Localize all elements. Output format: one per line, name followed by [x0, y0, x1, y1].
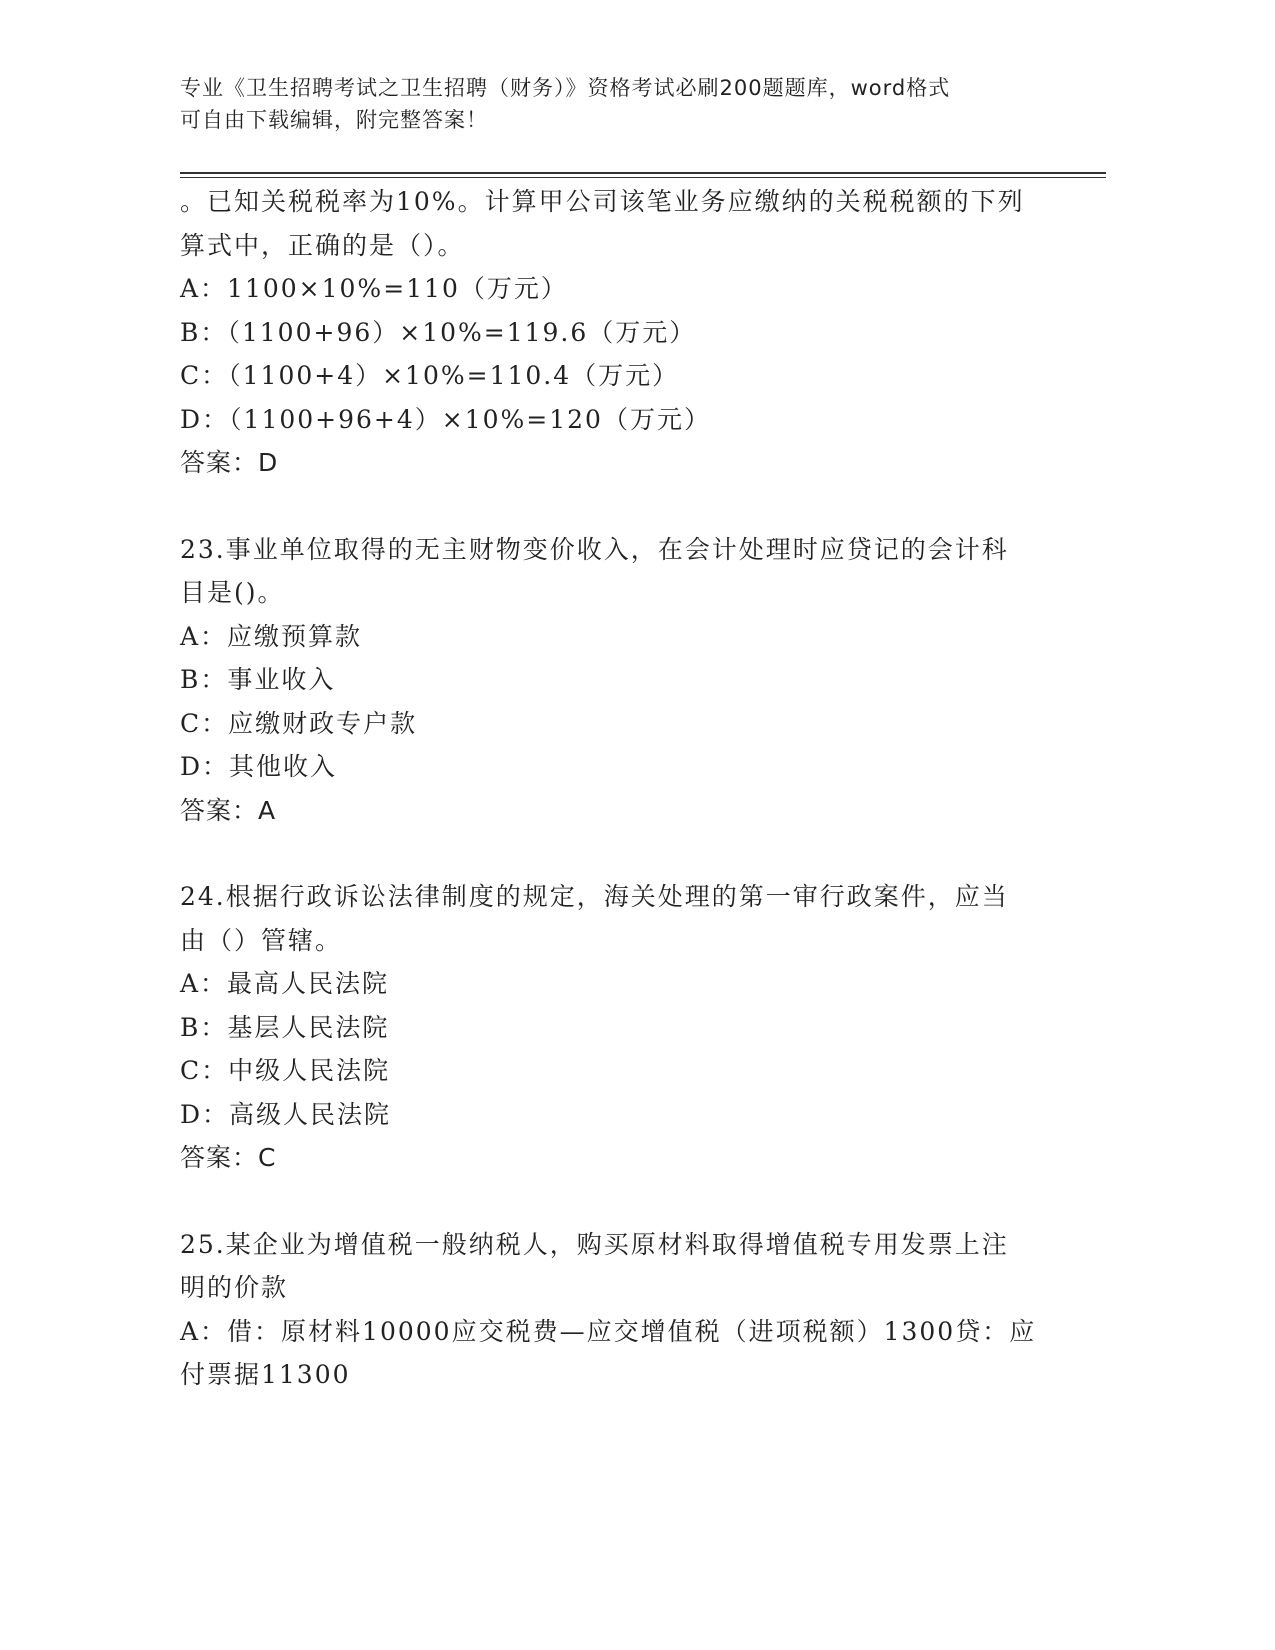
answer-line: 答案：C	[180, 1143, 277, 1172]
question-list	[180, 180, 1040, 1397]
document-header	[180, 72, 1060, 136]
option-b: B：（1100+96）×10%=119.6（万元）	[180, 317, 697, 347]
option-a: A：借：原材料10000应交税费—应交增值税（进项税额）1300贷：应	[180, 1316, 1037, 1346]
header-divider-thick	[180, 172, 1106, 174]
option-a: A：1100×10%=110（万元）	[180, 274, 568, 303]
question-text-line: 25.某企业为增值税一般纳税人，购买原材料取得增值税专用发票上注	[180, 1229, 1009, 1259]
question-text-line: 由（）管辖。	[180, 925, 343, 955]
header-title-line-1: 专业《卫生招聘考试之卫生招聘（财务）》资格考试必刷200题题库，word格式	[180, 76, 951, 100]
option-c: C：应缴财政专户款	[180, 708, 418, 738]
header-divider-thin	[180, 177, 1106, 178]
question-text-line: 。已知关税税率为10%。计算甲公司该笔业务应缴纳的关税税额的下列	[180, 187, 1025, 216]
option-a-continued: 付票据11300	[180, 1360, 351, 1389]
option-a: A：应缴预算款	[180, 621, 363, 651]
option-c: C：中级人民法院	[180, 1056, 391, 1085]
question-text-line: 明的价款	[180, 1273, 289, 1302]
question-text-line: 24.根据行政诉讼法律制度的规定，海关处理的第一审行政案件，应当	[180, 882, 1009, 911]
block-spacer	[180, 485, 1040, 528]
question-block	[180, 180, 1040, 485]
option-b: B：事业收入	[180, 665, 336, 694]
option-a: A：最高人民法院	[180, 969, 390, 998]
question-text-line: 算式中，正确的是（）。	[180, 230, 465, 260]
block-spacer	[180, 832, 1040, 875]
question-block	[180, 528, 1040, 833]
question-text-line: 23.事业单位取得的无主财物变价收入，在会计处理时应贷记的会计科	[180, 534, 1009, 564]
block-spacer	[180, 1180, 1040, 1223]
question-text-line: 目是()。	[180, 578, 285, 607]
answer-line: 答案：A	[180, 795, 277, 825]
question-block	[180, 1223, 1040, 1397]
option-b: B：基层人民法院	[180, 1012, 390, 1042]
question-block	[180, 875, 1040, 1180]
header-title-line-2: 可自由下载编辑，附完整答案！	[180, 108, 488, 132]
option-d: D：其他收入	[180, 752, 338, 781]
option-c: C：（1100+4）×10%=110.4（万元）	[180, 361, 680, 390]
option-d: D：（1100+96+4）×10%=120（万元）	[180, 404, 711, 434]
option-d: D：高级人民法院	[180, 1099, 392, 1129]
answer-line: 答案：D	[180, 448, 279, 477]
